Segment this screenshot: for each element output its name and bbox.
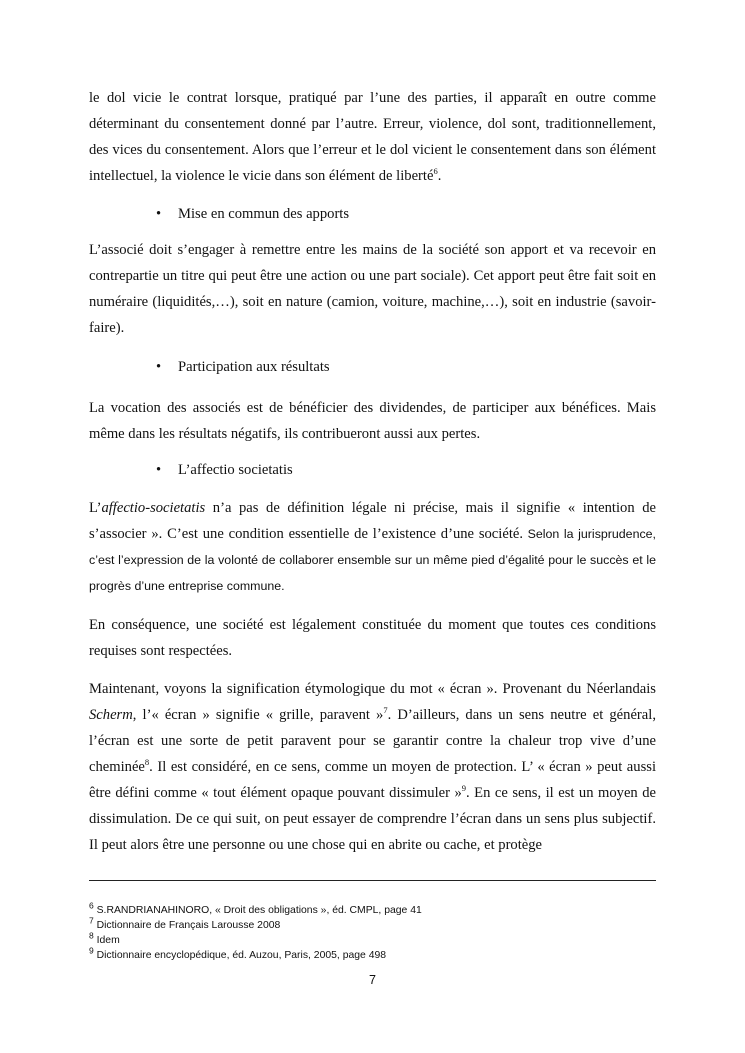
footnote-ref-9: 9 (461, 783, 467, 794)
footnote-7: $^7$ Dictionnaire de Français Larousse 2008 (89, 915, 281, 931)
bullet-mise-en-commun: • Mise en commun des apports (156, 206, 350, 222)
footnote-6: $^6$ S.RANDRIANAHINORO, « Droit des obligations », éd. CMPL, page 41 (89, 900, 422, 916)
paragraph-affectio-societatis: L’affectio-societatis n’a pas de définition légale ni précise, mais il signifie « intention de s’associer ». C’est une condition essentielle de l’existence d’une société. Selon la jurisprudence, c’est l’expression de la volonté de collaborer ensemble sur un même pied d’égalité pour le succès et le progrès d’une entreprise commune. (89, 500, 656, 593)
term-scherm: Scherm (89, 707, 133, 723)
footnote-9: $^9$ Dictionnaire encyclopédique, éd. Auzou, Paris, 2005, page 498 (89, 945, 387, 961)
footnote-separator (89, 880, 656, 881)
footnote-ref-8: 8 (144, 757, 150, 768)
paragraph-consequence: En conséquence, une société est légalement constituée du moment que toutes ces conditions requises sont respectées. (89, 617, 656, 659)
page-number: 7 (368, 973, 376, 987)
paragraph-vices-consentement: le dol vicie le contrat lorsque, pratiqué par l’une des parties, il apparaît en outre comme déterminant du consentement donné par l’autre. Erreur, violence, dol sont, traditionnellement, des vices du consentement. Alors que l’erreur et le dol vicient le consentement dans son élément intellectuel, la violence le vicie dans son élément de liberté$^6$. (89, 90, 656, 184)
paragraph-resultats: La vocation des associés est de bénéficier des dividendes, de participer aux bénéfices. Mais même dans les résultats négatifs, ils contribueront aussi aux pertes. (89, 400, 656, 442)
paragraph-apports: L’associé doit s’engager à remettre entre les mains de la société son apport et va recevoir en contrepartie un titre qui peut être une action ou une part sociale). Cet apport peut être fait soit en numéraire (liquidités,…), soit en nature (camion, voiture, machine,…), soit en industrie (savoir-faire). (89, 242, 656, 336)
bullet-icon: • (156, 359, 162, 375)
term-affectio-societatis: affectio-societatis (101, 500, 206, 516)
footnote-ref-6: 6 (433, 166, 438, 177)
footnote-8: $^8$ Idem (89, 930, 120, 946)
bullet-icon: • (156, 206, 162, 222)
paragraph-ecran: Maintenant, voyons la signification étymologique du mot « écran ». Provenant du Néerlandais Scherm, l’« écran » signifie « grille, paravent »$^7$. D’ailleurs, dans un sens neutre et général, l’écran est une sorte de petit paravent pour se garantir contre la chaleur trop vive d’une cheminée$^8$. Il est considéré, en ce sens, comme un moyen de protection. L’ « écran » peut aussi être défini comme « tout élément opaque pouvant dissimuler »$^9$. En ce sens, il est un moyen de dissimulation. De ce qui suit, on peut essayer de comprendre l’écran dans un sens plus subjectif. Il peut alors être une personne ou une chose qui en abrite ou cache, et protège (89, 681, 656, 853)
footnote-ref-7: 7 (383, 705, 388, 716)
bullet-icon: • (156, 462, 162, 478)
bullet-affectio: • L’affectio societatis (156, 462, 293, 478)
bullet-participation: • Participation aux résultats (156, 359, 330, 375)
